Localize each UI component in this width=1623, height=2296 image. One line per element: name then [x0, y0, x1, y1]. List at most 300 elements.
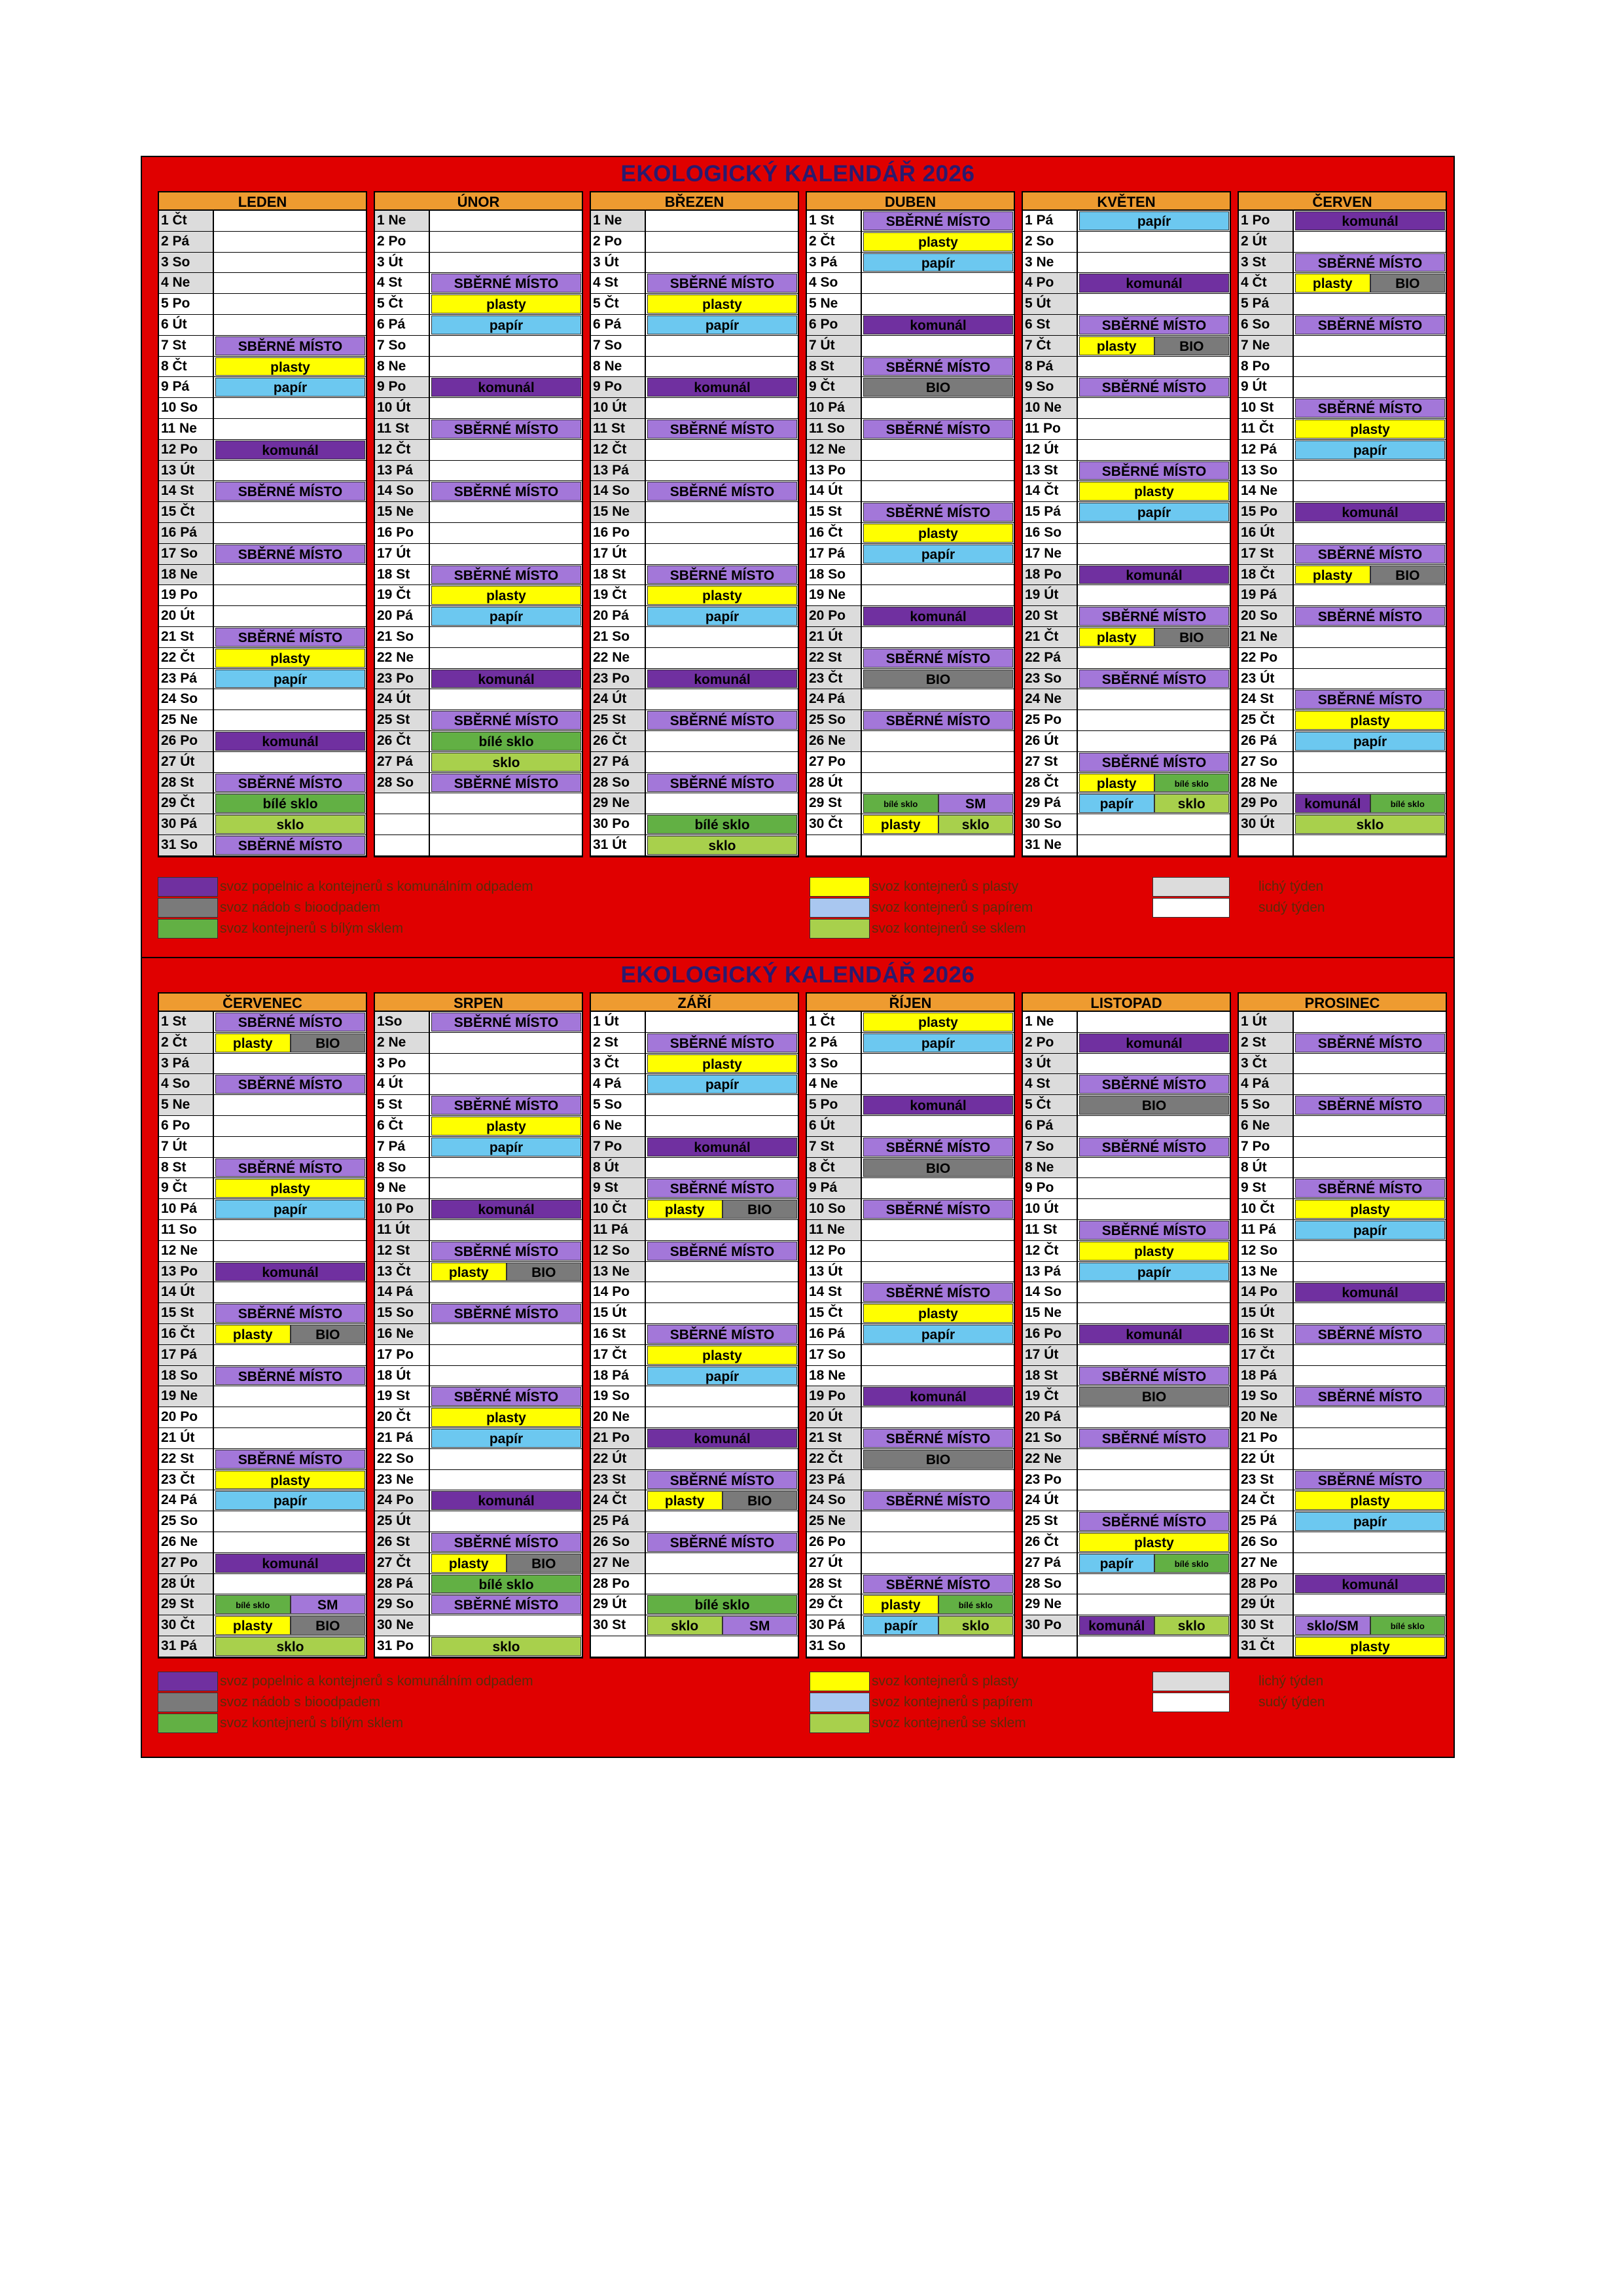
- day-row: [807, 1345, 1014, 1366]
- day-label: 21 Pá: [375, 1428, 430, 1448]
- day-row: [1239, 1324, 1446, 1345]
- collection-events: [1079, 565, 1229, 584]
- day-row: [807, 565, 1014, 586]
- event-papir: papír: [215, 1200, 365, 1219]
- day-row: [1239, 1282, 1446, 1303]
- event-plasty: plasty: [863, 1304, 1013, 1323]
- day-row: [1023, 1033, 1230, 1054]
- day-label: 25 Pá: [1239, 1511, 1294, 1532]
- event-bio: BIO: [507, 1263, 582, 1282]
- day-label: 5 St: [375, 1095, 430, 1115]
- day-label: 4 Po: [1023, 273, 1078, 293]
- event-sberne-misto: SM: [291, 1595, 366, 1614]
- day-label: 9 St: [1239, 1178, 1294, 1198]
- day-label: 15 Út: [591, 1303, 646, 1323]
- event-komunal: komunál: [647, 1429, 797, 1448]
- day-row: [1239, 1116, 1446, 1137]
- event-bio: BIO: [291, 1325, 366, 1344]
- day-row: [1023, 1574, 1230, 1595]
- legend-label: svoz nádob s bioodpadem: [220, 1695, 381, 1710]
- day-label: 26 So: [591, 1532, 646, 1552]
- day-row: [159, 565, 366, 586]
- day-label: 8 Út: [591, 1158, 646, 1178]
- day-label: 30 Ne: [375, 1615, 430, 1636]
- legend-label: svoz kontejnerů se sklem: [872, 1715, 1026, 1731]
- day-row: [591, 273, 798, 294]
- day-label: 6 Po: [159, 1116, 214, 1136]
- collection-events: [647, 1471, 797, 1490]
- event-plasty: plasty: [215, 1616, 291, 1635]
- day-row: [591, 1324, 798, 1345]
- collection-events: [863, 711, 1013, 730]
- event-komunal: komunál: [215, 732, 365, 751]
- event-sberne-misto: SBĚRNÉ MÍSTO: [1079, 315, 1229, 334]
- day-label: 23 Út: [1239, 669, 1294, 689]
- legend-swatch: [810, 1672, 870, 1691]
- day-label: 14 So: [591, 481, 646, 501]
- collection-events: [863, 378, 1013, 397]
- event-papir: papír: [431, 1138, 581, 1157]
- day-row: [375, 585, 582, 606]
- collection-events: [1079, 1429, 1229, 1448]
- legend-label: svoz kontejnerů s bílým sklem: [220, 921, 404, 936]
- day-label: 23 Po: [591, 669, 646, 689]
- day-label: 7 Po: [1239, 1137, 1294, 1157]
- day-row: [159, 357, 366, 378]
- day-label: 21 Po: [1239, 1428, 1294, 1448]
- collection-events: [1295, 440, 1445, 459]
- month-days: [158, 211, 367, 857]
- day-row: [375, 669, 582, 690]
- day-label: 25 Ne: [159, 710, 214, 730]
- collection-events: [1079, 1096, 1229, 1115]
- collection-events: [431, 1242, 581, 1261]
- day-label: [807, 835, 862, 855]
- day-label: 6 Ne: [591, 1116, 646, 1136]
- day-row: [591, 1594, 798, 1615]
- day-label: 27 St: [1023, 752, 1078, 772]
- event-bio: BIO: [863, 378, 1013, 397]
- day-label: 7 Út: [807, 336, 862, 356]
- month-column: [374, 191, 583, 857]
- day-label: 25 Ne: [807, 1511, 862, 1532]
- event-komunal: komunál: [1295, 503, 1445, 522]
- collection-events: [215, 378, 365, 397]
- collection-events: [1295, 399, 1445, 418]
- day-row: [807, 1386, 1014, 1407]
- event-sberne-misto: SBĚRNÉ MÍSTO: [863, 711, 1013, 730]
- month-header: DUBEN: [806, 191, 1015, 211]
- collection-events: [647, 482, 797, 501]
- day-label: 8 Čt: [159, 357, 214, 377]
- day-row: [807, 1428, 1014, 1449]
- day-row: [1023, 315, 1230, 336]
- day-label: 3 Čt: [1239, 1054, 1294, 1074]
- day-label: 28 So: [591, 773, 646, 793]
- day-label: 25 St: [1023, 1511, 1078, 1532]
- day-row: [807, 1095, 1014, 1116]
- day-row: [591, 1303, 798, 1324]
- event-sberne-misto: SBĚRNÉ MÍSTO: [431, 1595, 581, 1614]
- day-row: [591, 461, 798, 482]
- day-label: 26 Ne: [159, 1532, 214, 1552]
- event-sberne-misto: SBĚRNÉ MÍSTO: [647, 1033, 797, 1052]
- month-days: [1022, 211, 1231, 857]
- day-row: [375, 1220, 582, 1241]
- day-row: [375, 1303, 582, 1324]
- day-label: 16 Pá: [807, 1324, 862, 1344]
- collection-events: [647, 1179, 797, 1198]
- collection-events: [647, 420, 797, 439]
- collection-events: [647, 774, 797, 793]
- event-komunal: komunál: [431, 378, 581, 397]
- day-row: [591, 253, 798, 274]
- day-row: [375, 253, 582, 274]
- event-plasty: plasty: [431, 1117, 581, 1136]
- day-row: [159, 1282, 366, 1303]
- event-bile-sklo: bílé sklo: [215, 794, 365, 813]
- collection-events: [1295, 1575, 1445, 1594]
- collection-events: [1079, 670, 1229, 689]
- day-label: 20 Pá: [375, 606, 430, 626]
- legend-label: svoz popelnic a kontejnerů s komunálním odpadem: [220, 879, 533, 894]
- day-row: [1239, 1428, 1446, 1449]
- day-label: 8 St: [807, 357, 862, 377]
- day-row: [375, 1033, 582, 1054]
- day-row: [1023, 481, 1230, 502]
- day-row: [807, 606, 1014, 627]
- day-label: 30 Čt: [159, 1615, 214, 1636]
- legend-swatch: [810, 898, 870, 918]
- month-days: [1022, 1012, 1231, 1659]
- event-plasty: plasty: [215, 1033, 291, 1052]
- collection-events: [215, 336, 365, 355]
- day-label: 28 St: [159, 773, 214, 793]
- day-row: [1023, 1074, 1230, 1095]
- day-row: [1023, 1636, 1230, 1657]
- event-papir: papír: [1295, 440, 1445, 459]
- day-label: 1 Út: [591, 1012, 646, 1032]
- event-sberne-misto: SBĚRNÉ MÍSTO: [1295, 315, 1445, 334]
- day-row: [807, 1116, 1014, 1137]
- day-row: [591, 1386, 798, 1407]
- event-sberne-misto: SBĚRNÉ MÍSTO: [647, 1179, 797, 1198]
- day-row: [375, 1553, 582, 1574]
- day-label: 16 So: [1023, 523, 1078, 543]
- event-papir: papír: [863, 253, 1013, 272]
- legend: [158, 1672, 1445, 1737]
- day-label: 1 St: [159, 1012, 214, 1032]
- day-row: [807, 481, 1014, 502]
- day-label: 20 Po: [159, 1407, 214, 1427]
- collection-events: [647, 1325, 797, 1344]
- day-label: 23 So: [1023, 669, 1078, 689]
- day-row: [1023, 1532, 1230, 1553]
- legend-swatch: [1152, 1693, 1230, 1712]
- day-label: 11 Ne: [159, 419, 214, 439]
- day-label: 29 Ne: [591, 793, 646, 814]
- day-row: [159, 1220, 366, 1241]
- event-sklo: sklo: [938, 815, 1014, 834]
- day-label: 17 Pá: [807, 544, 862, 564]
- day-row: [159, 1594, 366, 1615]
- day-label: 19 So: [591, 1386, 646, 1407]
- collection-events: [647, 1075, 797, 1094]
- day-label: [375, 793, 430, 814]
- collection-events: [1079, 774, 1229, 793]
- day-row: [807, 211, 1014, 232]
- event-komunal: komunál: [215, 1554, 365, 1573]
- day-row: [1023, 1241, 1230, 1262]
- day-label: 7 Ne: [1239, 336, 1294, 356]
- day-row: [591, 377, 798, 398]
- event-komunal: komunál: [431, 670, 581, 689]
- day-row: [1023, 523, 1230, 544]
- day-row: [1023, 793, 1230, 814]
- day-row: [375, 606, 582, 627]
- day-label: 1 Ne: [591, 211, 646, 231]
- day-row: [591, 315, 798, 336]
- day-label: 26 St: [375, 1532, 430, 1552]
- day-label: 12 So: [591, 1241, 646, 1261]
- collection-events: [647, 1054, 797, 1073]
- day-label: 2 Po: [375, 232, 430, 252]
- day-row: [807, 232, 1014, 253]
- event-sberne-misto: SBĚRNÉ MÍSTO: [1079, 1221, 1229, 1240]
- day-label: 20 Ne: [1239, 1407, 1294, 1427]
- event-sberne-misto: SBĚRNÉ MÍSTO: [1295, 1179, 1445, 1198]
- event-bio: BIO: [1370, 565, 1446, 584]
- day-row: [375, 1366, 582, 1387]
- day-row: [159, 1262, 366, 1283]
- legend-label: svoz kontejnerů se sklem: [872, 921, 1026, 936]
- collection-events: [215, 1595, 365, 1614]
- day-label: 11 Po: [1023, 419, 1078, 439]
- day-label: 26 Po: [807, 1532, 862, 1552]
- event-plasty: plasty: [431, 295, 581, 314]
- day-row: [375, 1137, 582, 1158]
- day-label: 30 Čt: [807, 814, 862, 834]
- day-label: 22 St: [807, 648, 862, 668]
- day-row: [159, 1158, 366, 1179]
- collection-events: [1295, 274, 1445, 293]
- day-row: [1023, 1490, 1230, 1511]
- day-row: [375, 1407, 582, 1428]
- day-row: [1023, 1324, 1230, 1345]
- day-row: [1239, 273, 1446, 294]
- collection-events: [1079, 1033, 1229, 1052]
- day-row: [159, 606, 366, 627]
- collection-events: [647, 1429, 797, 1448]
- day-label: 4 Pá: [591, 1074, 646, 1094]
- collection-events: [431, 1117, 581, 1136]
- day-label: 29 Ne: [1023, 1594, 1078, 1615]
- event-sberne-misto: SBĚRNÉ MÍSTO: [647, 1471, 797, 1490]
- day-row: [807, 1574, 1014, 1595]
- collection-events: [431, 295, 581, 314]
- day-label: 2 Ne: [375, 1033, 430, 1053]
- day-row: [159, 1199, 366, 1220]
- month-header: ČERVEN: [1238, 191, 1447, 211]
- day-row: [159, 336, 366, 357]
- day-label: 24 So: [807, 1490, 862, 1511]
- day-label: 22 Út: [591, 1449, 646, 1469]
- day-row: [591, 419, 798, 440]
- day-label: 21 So: [375, 627, 430, 647]
- day-label: 19 Pá: [1239, 585, 1294, 605]
- day-row: [375, 1012, 582, 1033]
- day-label: 30 Út: [1239, 814, 1294, 834]
- event-papir: papír: [431, 1429, 581, 1448]
- day-label: 9 Čt: [159, 1178, 214, 1198]
- day-label: 6 Pá: [591, 315, 646, 335]
- day-row: [591, 1220, 798, 1241]
- day-row: [375, 1428, 582, 1449]
- day-label: 14 Po: [591, 1282, 646, 1302]
- day-label: 8 Ne: [375, 357, 430, 377]
- event-papir: papír: [647, 315, 797, 334]
- day-label: 31 Út: [591, 835, 646, 855]
- day-row: [1023, 1470, 1230, 1491]
- collection-events: [647, 1595, 797, 1614]
- day-label: 3 Pá: [159, 1054, 214, 1074]
- day-label: 12 Ne: [159, 1241, 214, 1261]
- day-label: 21 So: [1023, 1428, 1078, 1448]
- day-label: 1 Čt: [807, 1012, 862, 1032]
- event-sberne-misto: SBĚRNÉ MÍSTO: [863, 1491, 1013, 1510]
- day-label: 12 Čt: [375, 440, 430, 460]
- day-row: [159, 1532, 366, 1553]
- day-label: 3 Po: [375, 1054, 430, 1074]
- event-komunal: komunál: [431, 1491, 581, 1510]
- collection-events: [1295, 607, 1445, 626]
- month-days: [1238, 211, 1447, 857]
- day-label: 22 Po: [1239, 648, 1294, 668]
- day-row: [1239, 1199, 1446, 1220]
- day-row: [1023, 357, 1230, 378]
- day-row: [1023, 1220, 1230, 1241]
- legend-label: svoz kontejnerů s bílým sklem: [220, 1715, 404, 1731]
- legend-swatch: [158, 919, 218, 939]
- collection-events: [863, 1575, 1013, 1594]
- day-row: [159, 1407, 366, 1428]
- day-label: 25 So: [807, 710, 862, 730]
- day-row: [591, 1282, 798, 1303]
- day-row: [807, 273, 1014, 294]
- day-row: [591, 1366, 798, 1387]
- collection-events: [863, 1387, 1013, 1406]
- event-plasty: plasty: [1079, 628, 1154, 647]
- event-bile-sklo: bílé sklo: [431, 1575, 581, 1594]
- day-row: [375, 710, 582, 731]
- day-label: 22 Ne: [591, 648, 646, 668]
- day-label: 1 St: [807, 211, 862, 231]
- day-row: [591, 481, 798, 502]
- day-row: [1239, 710, 1446, 731]
- day-label: 6 So: [1239, 315, 1294, 335]
- collection-events: [863, 1158, 1013, 1177]
- day-label: 18 Čt: [1239, 565, 1294, 585]
- day-row: [375, 1532, 582, 1553]
- collection-events: [647, 274, 797, 293]
- day-label: 13 Út: [807, 1262, 862, 1282]
- day-label: 13 Pá: [375, 461, 430, 481]
- event-bile-sklo: bílé sklo: [1154, 1554, 1230, 1573]
- day-row: [591, 669, 798, 690]
- day-label: 27 Po: [807, 752, 862, 772]
- day-row: [159, 1449, 366, 1470]
- day-label: 9 Po: [375, 377, 430, 397]
- day-row: [1239, 689, 1446, 710]
- day-row: [159, 211, 366, 232]
- collection-events: [1295, 1200, 1445, 1219]
- day-row: [1023, 419, 1230, 440]
- day-label: 3 Út: [375, 253, 430, 273]
- day-label: 27 Út: [159, 752, 214, 772]
- day-label: 6 Út: [159, 315, 214, 335]
- day-row: [591, 211, 798, 232]
- event-sberne-misto: SBĚRNÉ MÍSTO: [863, 1200, 1013, 1219]
- collection-events: [1079, 1138, 1229, 1157]
- collection-events: [1079, 336, 1229, 355]
- day-label: 21 Út: [159, 1428, 214, 1448]
- day-label: 29 Pá: [1023, 793, 1078, 814]
- collection-events: [1079, 628, 1229, 647]
- day-row: [591, 1407, 798, 1428]
- day-row: [1023, 232, 1230, 253]
- day-label: 20 So: [1239, 606, 1294, 626]
- day-row: [1023, 1262, 1230, 1283]
- event-bile-sklo: bílé sklo: [647, 1595, 797, 1614]
- collection-events: [863, 1595, 1013, 1614]
- legend-swatch: [810, 1713, 870, 1733]
- day-row: [807, 1553, 1014, 1574]
- day-label: 6 Ne: [1239, 1116, 1294, 1136]
- day-row: [807, 1178, 1014, 1199]
- day-label: 30 Pá: [807, 1615, 862, 1636]
- collection-events: [1079, 1242, 1229, 1261]
- day-row: [1239, 440, 1446, 461]
- day-label: 16 Pá: [159, 523, 214, 543]
- event-sberne-misto: SBĚRNÉ MÍSTO: [863, 503, 1013, 522]
- event-papir: papír: [431, 315, 581, 334]
- day-label: 5 Ne: [807, 294, 862, 314]
- day-label: 7 So: [375, 336, 430, 356]
- event-sberne-misto: SBĚRNÉ MÍSTO: [647, 482, 797, 501]
- event-sberne-misto: SM: [722, 1616, 798, 1635]
- collection-events: [1295, 1616, 1445, 1635]
- collection-events: [1295, 1637, 1445, 1656]
- day-label: 31 Po: [375, 1636, 430, 1657]
- day-label: 28 Pá: [375, 1574, 430, 1594]
- event-plasty: plasty: [647, 586, 797, 605]
- day-row: [807, 1137, 1014, 1158]
- day-label: 6 Po: [807, 315, 862, 335]
- collection-events: [863, 1283, 1013, 1302]
- collection-events: [431, 1096, 581, 1115]
- collection-events: [863, 420, 1013, 439]
- event-komunal: komunál: [647, 670, 797, 689]
- collection-events: [1079, 794, 1229, 813]
- day-label: 29 Út: [591, 1594, 646, 1615]
- day-row: [159, 1137, 366, 1158]
- event-sberne-misto: SBĚRNÉ MÍSTO: [863, 1575, 1013, 1594]
- day-label: 3 Pá: [807, 253, 862, 273]
- collection-events: [215, 774, 365, 793]
- day-row: [375, 1074, 582, 1095]
- day-row: [1239, 565, 1446, 586]
- day-label: 29 St: [807, 793, 862, 814]
